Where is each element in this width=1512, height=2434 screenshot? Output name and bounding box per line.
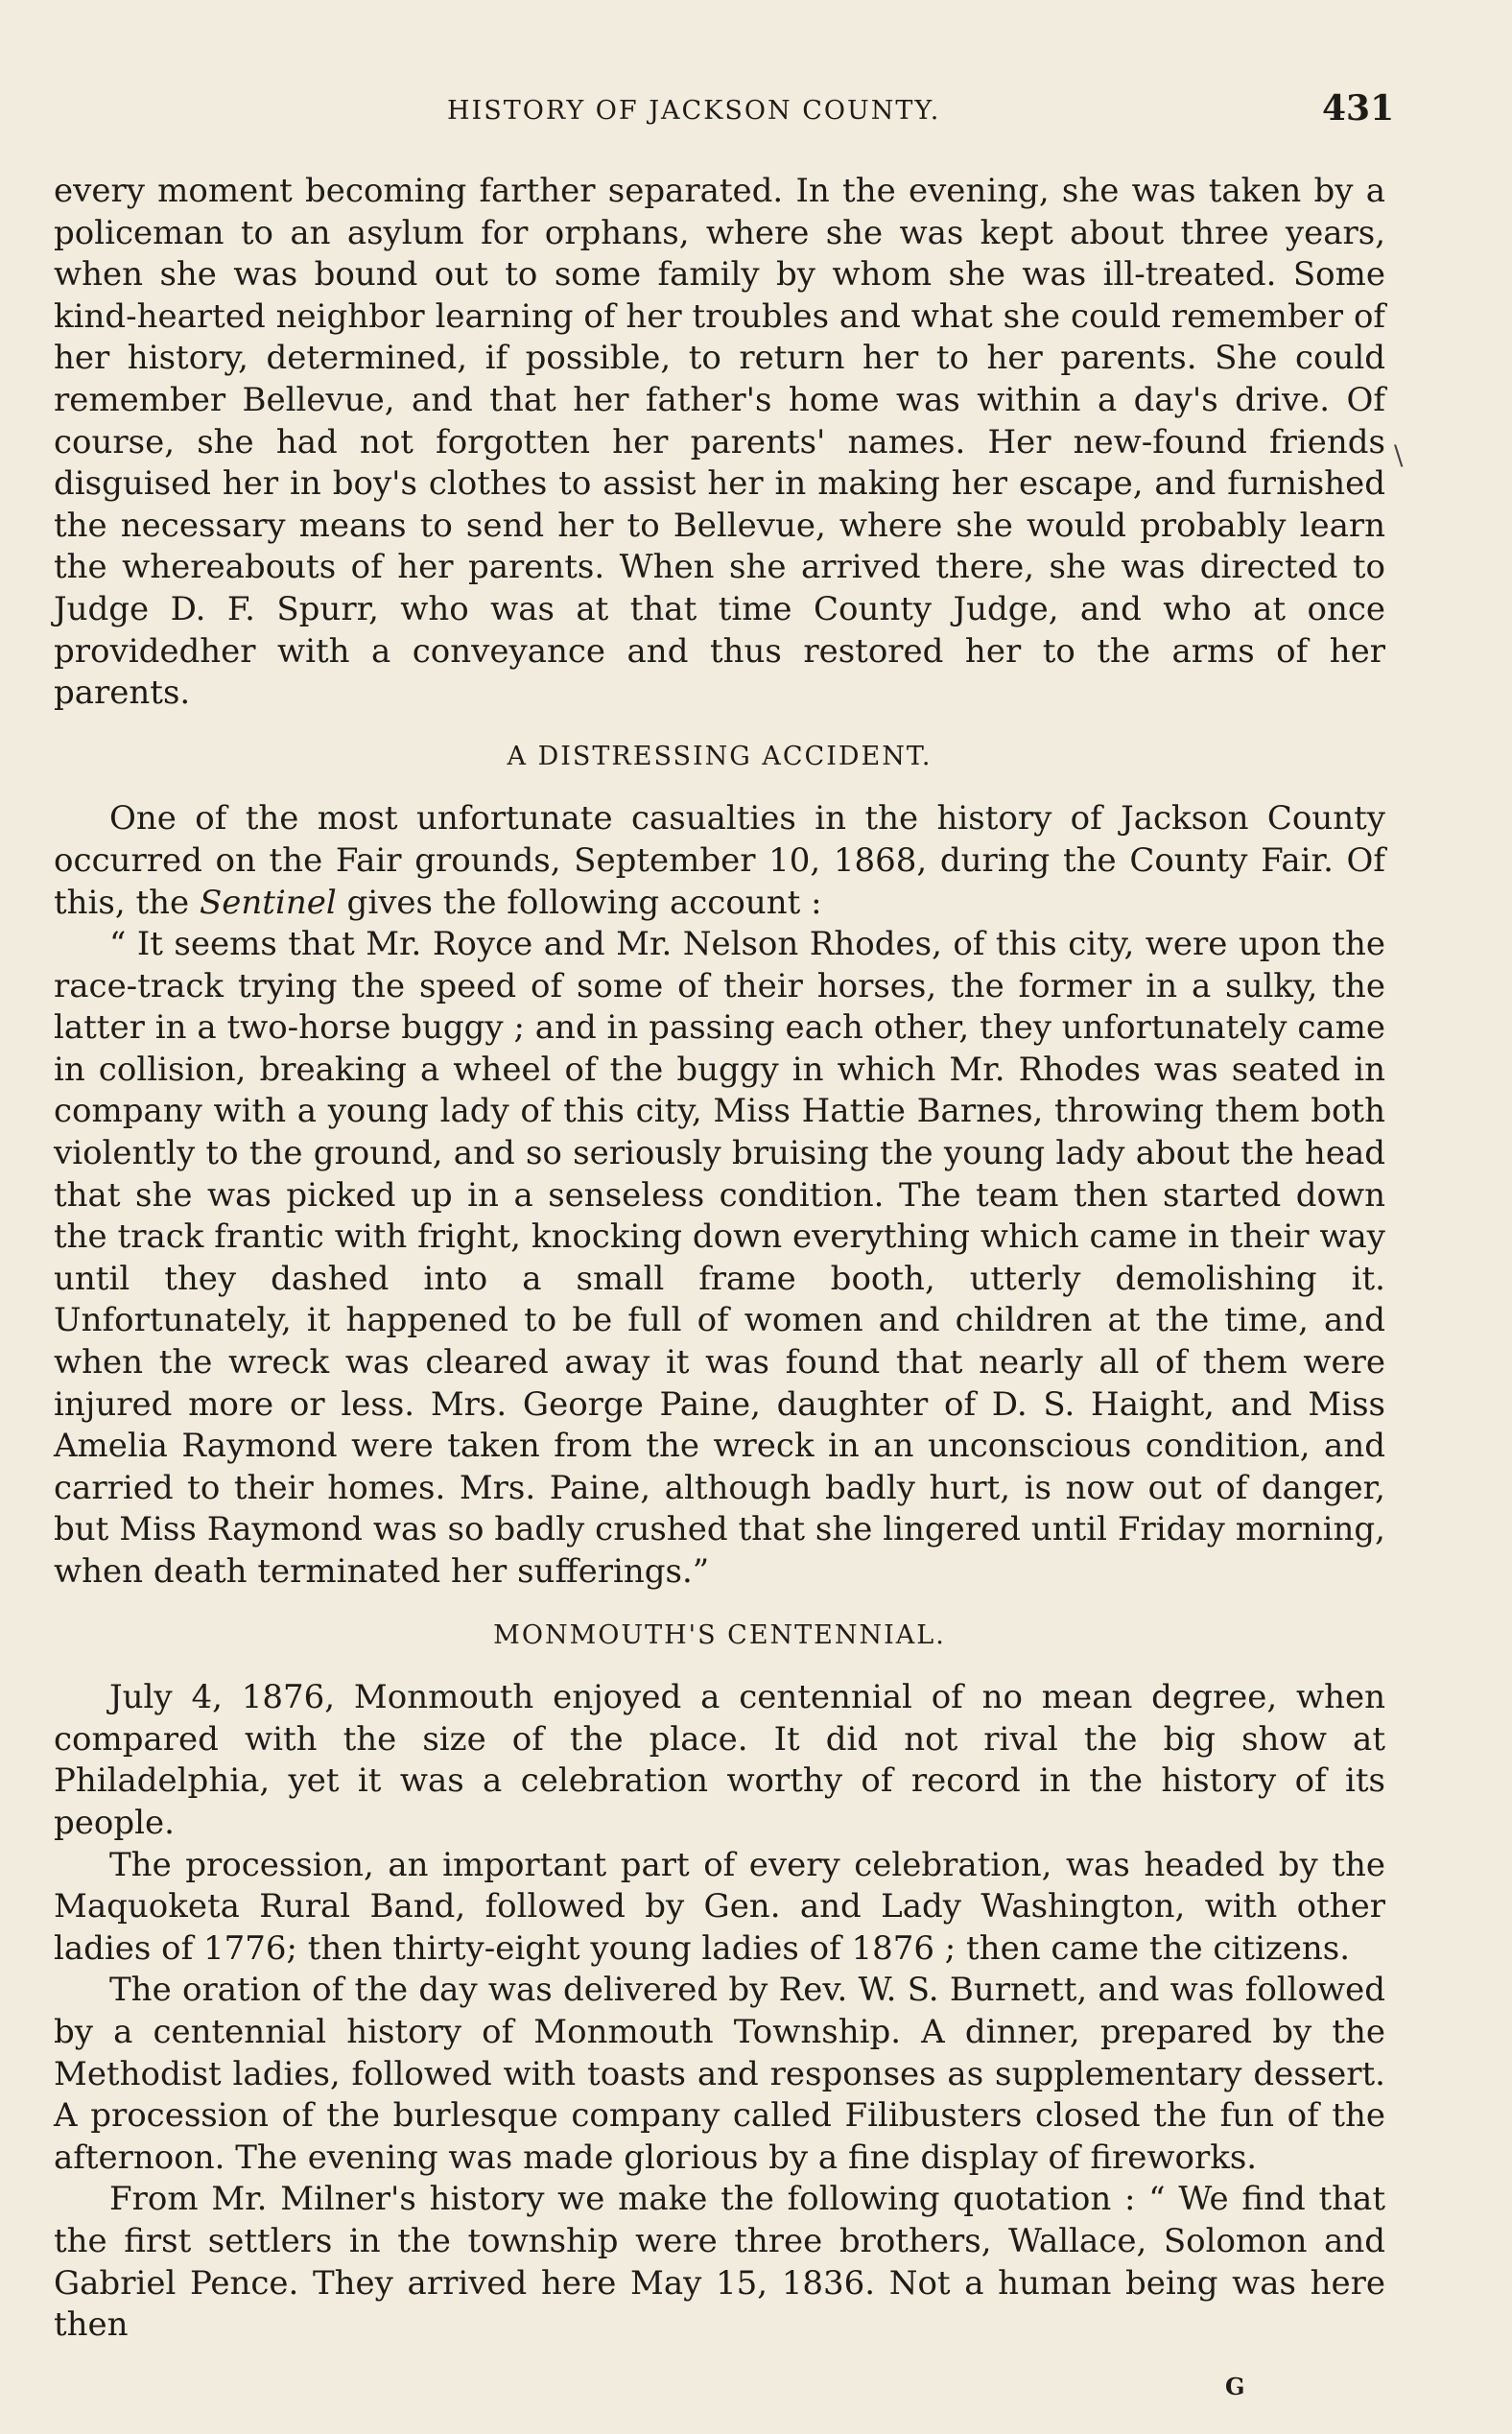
running-head-title: HISTORY OF JACKSON COUNTY. [447,96,941,126]
paragraph-milner-quote: From Mr. Milner's history we make the following quotation : “ We find that the first settlers in the township were three brothers, Wallace, Solomon and Gabriel Pence. They arrived here May 15, 1836. Not a human being was here then [54,2180,1385,2345]
signature-mark: G [1225,2373,1245,2400]
paragraph-continued: every moment becoming farther separated. In the evening, she was taken by a policeman to an asylum for orphans, where she was kept about three years, when she was bound out to some family by whom she was ill-treated. Some kind-hearted neighbor learning of her troubles and what she could remember of her history, determined, if possible, to return her to her parents. She could remember Bellevue, and that her father's home was within a day's drive. Of course, she had not forgotten her parents' names. Her new-found friends disguised her in boy's clothes to assist her in making her escape, and furnished the necessary means to send her to Bellevue, where she would probably learn the whereabouts of her parents. When she arrived there, she was directed to Judge D. F. Spurr, who was at that time County Judge, and who at once providedher with a conveyance and thus restored her to the arms of her parents. [54,172,1385,713]
quotation-sentinel: “ It seems that Mr. Royce and Mr. Nelson Rhodes, of this city, were upon the race-track trying the speed of some of their horses, the former in a sulky, the latter in a two-horse buggy ; and in passing each other, they unfortunately came in collision, breaking a wheel of the buggy in which Mr. Rhodes was seated in company with a young lady of this city, Miss Hattie Barnes, throwing them both violently to the ground, and so seriously bruising the young lady about the head that she was picked up in a senseless condition. The team then started down the track frantic with fright, knocking down everything which came in their way until they dashed into a small frame booth, utterly demolishing it. Unfortunately, it happened to be full of women and children at the time, and when the wreck was cleared away it was found that nearly all of them were injured more or less. Mrs. George Paine, daughter of D. S. Haight, and Miss Amelia Raymond were taken from the wreck in an unconscious condition, and carried to their homes. Mrs. Paine, although badly hurt, is now out of danger, but Miss Raymond was so badly crushed that she lingered until Friday morning, when death terminated her sufferings.” [54,925,1385,1591]
running-head [0,88,1512,136]
newspaper-name: Sentinel [200,883,337,922]
section-heading-accident: A DISTRESSING ACCIDENT. [507,741,933,771]
page-number: 431 [1322,88,1395,129]
paragraph-procession: The procession, an important part of every celebration, was headed by the Maquoketa Rural Band, followed by Gen. and Lady Washington, with other ladies of 1776; then thirty-eight young ladies of 1876 ; then came the citizens. [54,1845,1385,1968]
body-text [54,171,1385,2347]
section-heading-centennial: MONMOUTH'S CENTENNIAL. [493,1619,946,1650]
paragraph-accident-intro-a: One of the most unfortunate casualties in the history of Jackson County occurred on the Fair grounds, September 10, 1868, during the County Fair. Of this, the [54,799,1385,922]
paragraph-oration: The oration of the day was delivered by Rev. W. S. Burnett, and was followed by a centennial history of Monmouth Township. A dinner, prepared by the Methodist ladies, followed with toasts and responses as supplementary dessert. A procession of the burlesque company called Filibusters closed the fun of the afternoon. The evening was made glorious by a fine display of fireworks. [54,1971,1385,2177]
paragraph-accident-intro-b: gives the following account : [336,883,822,922]
margin-mark: \ [1394,439,1404,471]
paragraph-centennial: July 4, 1876, Monmouth enjoyed a centennial of no mean degree, when compared with the size of the place. It did not rival the big show at Philadelphia, yet it was a celebration worthy of record in the history of its people. [54,1678,1385,1842]
paragraph-accident-intro [54,798,1385,924]
